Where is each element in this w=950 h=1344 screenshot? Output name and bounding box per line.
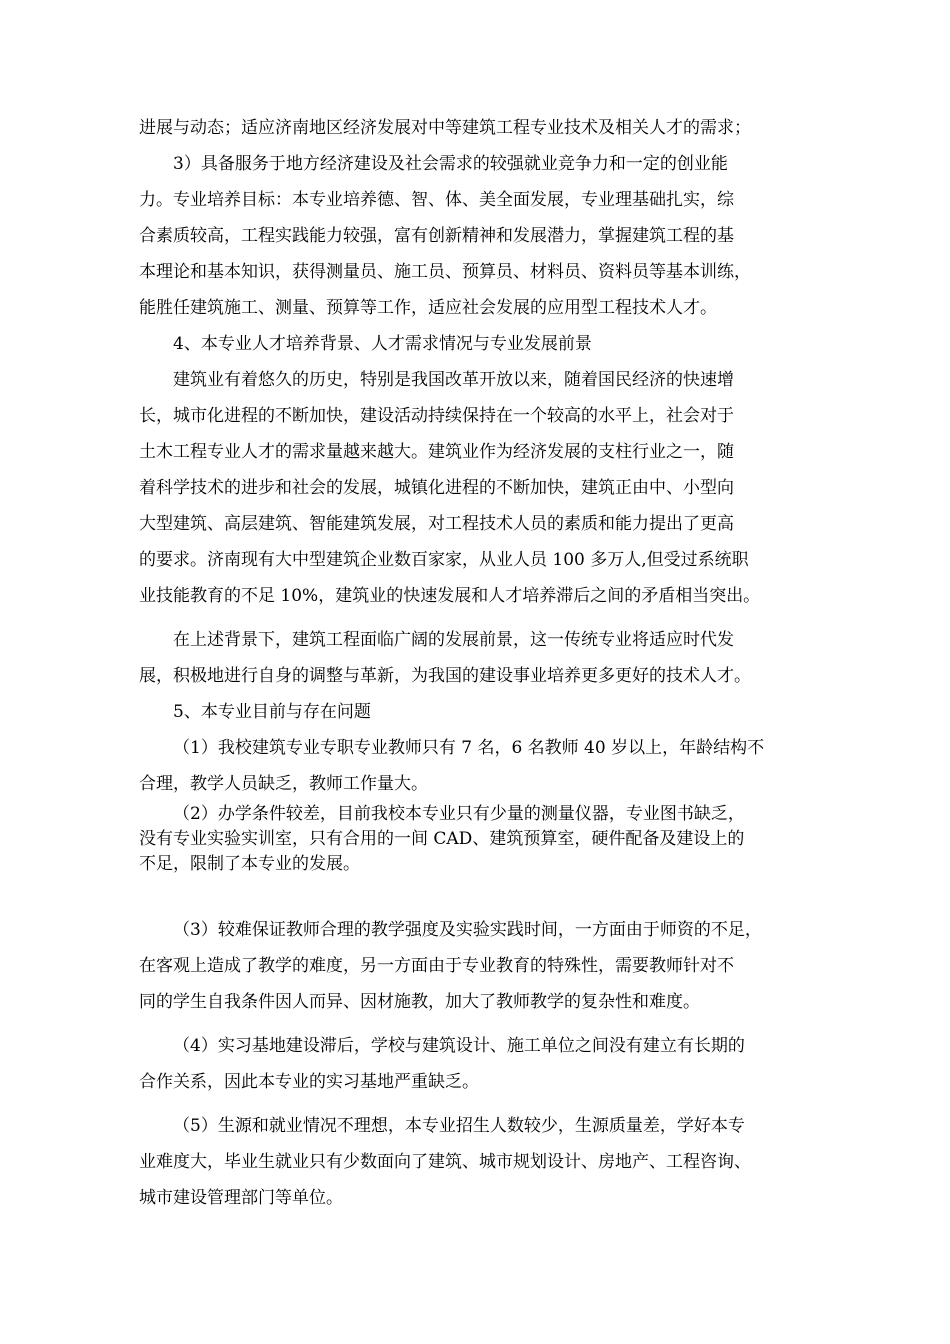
text-line: 3）具备服务于地方经济建设及社会需求的较强就业竞争力和一定的创业能 bbox=[173, 154, 728, 174]
text-line bbox=[139, 877, 839, 902]
text-line: （5）生源和就业情况不理想，本专业招生人数较少，生源质量差，学好本专 bbox=[173, 1116, 745, 1136]
text-line: 本理论和基本知识，获得测量员、施工员、预算员、材料员、资料员等基本训练， bbox=[139, 262, 751, 282]
text-line: 的要求。济南现有大中型建筑企业数百家家，从业人员 100 多万人,但受过系统职 bbox=[139, 550, 749, 570]
text-line: （3）较难保证教师合理的教学强度及实验实践时间，一方面由于师资的不足， bbox=[173, 920, 762, 940]
paragraph-problem-4 bbox=[139, 1028, 839, 1100]
text-line: （1）我校建筑专业专职专业教师只有 7 名，6 名教师 40 岁以上，年龄结构不 bbox=[173, 738, 765, 758]
paragraph-problem-3 bbox=[139, 912, 839, 1020]
text-line: 建筑业有着悠久的历史，特别是我国改革开放以来，随着国民经济的快速增 bbox=[173, 370, 734, 390]
text-line: 不足，限制了本专业的发展。 bbox=[139, 854, 360, 874]
paragraph-item-3 bbox=[139, 146, 839, 326]
text-line: 力。专业培养目标：本专业培养德、智、体、美全面发展，专业理基础扎实，综 bbox=[139, 190, 734, 210]
text-line: 4、本专业人才培养背景、人才需求情况与专业发展前景 bbox=[173, 334, 592, 354]
text-line: 长，城市化进程的不断加快，建设活动持续保持在一个较高的水平上，社会对于 bbox=[139, 406, 734, 426]
paragraph-problem-5 bbox=[139, 1108, 839, 1216]
paragraph-problem-2 bbox=[139, 802, 839, 902]
text-line: 城市建设管理部门等单位。 bbox=[139, 1188, 343, 1208]
text-line: 着科学技术的进步和社会的发展，城镇化进程的不断加快，建筑正由中、小型向 bbox=[139, 478, 734, 498]
text-line: 在上述背景下，建筑工程面临广阔的发展前景，这一传统专业将适应时代发 bbox=[173, 630, 734, 650]
section-heading-5 bbox=[139, 694, 839, 730]
text-line: 没有专业实验实训室，只有合用的一间 CAD、建筑预算室，硬件配备及建设上的 bbox=[139, 829, 745, 849]
paragraph-continuation bbox=[139, 110, 839, 146]
text-line: 5、本专业目前与存在问题 bbox=[173, 702, 371, 722]
text-line: 合理，教学人员缺乏，教师工作量大。 bbox=[139, 774, 428, 794]
text-line: 合作关系，因此本专业的实习基地严重缺乏。 bbox=[139, 1072, 479, 1092]
document-body bbox=[139, 110, 839, 1216]
text-line: （2）办学条件较差，目前我校本专业只有少量的测量仪器，专业图书缺乏， bbox=[173, 804, 745, 824]
text-line: 大型建筑、高层建筑、智能建筑发展，对工程技术人员的素质和能力提出了更高 bbox=[139, 514, 734, 534]
paragraph-prospects bbox=[139, 622, 839, 694]
text-line: 在客观上造成了教学的难度，另一方面由于专业教育的特殊性，需要教师针对不 bbox=[139, 956, 734, 976]
text-line: 业难度大，毕业生就业只有少数面向了建筑、城市规划设计、房地产、工程咨询、 bbox=[139, 1152, 751, 1172]
paragraph-problem-1 bbox=[139, 730, 839, 802]
text-line: 业技能教育的不足 10%，建筑业的快速发展和人才培养滞后之间的矛盾相当突出。 bbox=[139, 586, 761, 606]
text-line: 展，积极地进行自身的调整与革新，为我国的建设事业培养更多更好的技术人才。 bbox=[139, 666, 751, 686]
text-line: （4）实习基地建设滞后，学校与建筑设计、施工单位之间没有建立有长期的 bbox=[173, 1036, 745, 1056]
text-line: 进展与动态；适应济南地区经济发展对中等建筑工程专业技术及相关人才的需求； bbox=[139, 118, 751, 138]
text-line: 合素质较高，工程实践能力较强，富有创新精神和发展潜力，掌握建筑工程的基 bbox=[139, 226, 734, 246]
paragraph-background bbox=[139, 362, 839, 614]
text-line: 土木工程专业人才的需求量越来越大。建筑业作为经济发展的支柱行业之一，随 bbox=[139, 442, 734, 462]
text-line: 能胜任建筑施工、测量、预算等工作，适应社会发展的应用型工程技术人才。 bbox=[139, 298, 717, 318]
text-line: 同的学生自我条件因人而异、因材施教，加大了教师教学的复杂性和难度。 bbox=[139, 992, 700, 1012]
section-heading-4 bbox=[139, 326, 839, 362]
